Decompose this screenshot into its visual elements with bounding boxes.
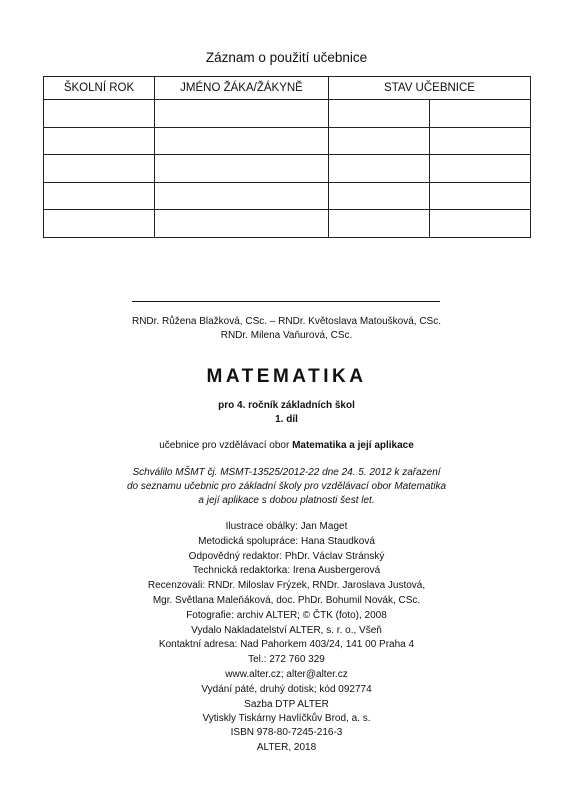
subject-prefix: učebnice pro vzdělávací obor: [159, 440, 293, 451]
approval-line: a její aplikace s dobou platnosti šest let.: [198, 495, 375, 506]
header-student-name: JMÉNO ŽÁKA/ŽÁKYNĚ: [155, 77, 329, 100]
subject-line: [0, 440, 573, 451]
credit-line: Vydalo Nakladatelství ALTER, s. r. o., Všeň: [191, 624, 382, 636]
approval-block: [0, 466, 573, 508]
credit-line: Fotografie: archiv ALTER; © ČTK (foto), 2008: [186, 609, 387, 621]
isbn-line: ISBN 978-80-7245-216-3: [230, 727, 343, 738]
table-cell: [329, 182, 430, 210]
approval-line: Schválilo MŠMT čj. MSMT-13525/2012-22 dne 24. 5. 2012 k zařazení: [132, 467, 441, 478]
table-cell: [44, 210, 155, 238]
author-line: RNDr. Milena Vaňurová, CSc.: [220, 330, 353, 341]
table-cell: [44, 100, 155, 128]
credit-line: Tel.: 272 760 329: [248, 654, 325, 666]
isbn-block: [0, 726, 573, 756]
usage-record-table: [43, 76, 531, 238]
credit-line: Odpovědný redaktor: PhDr. Václav Stránský: [188, 550, 385, 562]
credit-line: Recenzovali: RNDr. Miloslav Frýzek, RNDr. Jaroslava Justová,: [147, 580, 426, 592]
credit-line: Ilustrace obálky: Jan Maget: [225, 521, 348, 532]
book-title: MATEMATIKA: [206, 366, 367, 387]
table-row: [44, 210, 531, 238]
table-cell: [155, 182, 329, 210]
approval-line: do seznamu učebnic pro základní školy pro vzdělávací obor Matematika: [126, 481, 447, 492]
table-cell: [155, 210, 329, 238]
record-title: Záznam o použití učebnice: [205, 50, 368, 65]
table-row: [44, 127, 531, 155]
credit-line: Vytiskly Tiskárny Havlíčkův Brod, a. s.: [202, 713, 371, 725]
author-line: RNDr. Růžena Blažková, CSc. – RNDr. Květoslava Matoušková, CSc.: [131, 316, 441, 327]
table-cell: [155, 155, 329, 183]
table-cell: [329, 127, 430, 155]
credit-line: www.alter.cz; alter@alter.cz: [225, 668, 348, 680]
table-cell: [155, 127, 329, 155]
table-row: [44, 155, 531, 183]
credit-line: Technická redaktorka: Irena Ausbergerová: [192, 565, 381, 577]
table-cell: [430, 155, 531, 183]
table-cell: [44, 127, 155, 155]
credit-line: Metodická spolupráce: Hana Staudková: [198, 535, 375, 547]
table-cell: [44, 182, 155, 210]
subtitle-line: 1. díl: [275, 414, 298, 425]
subtitle-line: pro 4. ročník základních škol: [218, 400, 355, 411]
table-cell: [155, 100, 329, 128]
table-cell: [430, 210, 531, 238]
authors-block: [0, 315, 573, 343]
subject-name: Matematika a její aplikace: [292, 440, 414, 451]
table-row: [44, 182, 531, 210]
table-cell: [44, 155, 155, 183]
table-cell: [430, 100, 531, 128]
table-cell: [329, 100, 430, 128]
table-cell: [329, 210, 430, 238]
header-school-year: ŠKOLNÍ ROK: [44, 77, 155, 100]
table-row: [44, 100, 531, 128]
credit-line: Mgr. Světlana Maleňáková, doc. PhDr. Bohumil Novák, CSc.: [152, 594, 421, 606]
table-cell: [430, 182, 531, 210]
credit-line: Kontaktní adresa: Nad Pahorkem 403/24, 141 00 Praha 4: [158, 639, 415, 651]
table-cell: [329, 155, 430, 183]
credits-block: [0, 520, 573, 727]
credit-line: Sazba DTP ALTER: [244, 698, 329, 710]
credit-line: Vydání páté, druhý dotisk; kód 092774: [201, 683, 372, 695]
divider-rule: [132, 301, 440, 302]
table-header-row: [44, 77, 531, 100]
book-subtitle: [0, 399, 573, 427]
table-cell: [430, 127, 531, 155]
publisher-year-line: ALTER, 2018: [256, 741, 317, 753]
header-book-condition: STAV UČEBNICE: [329, 77, 531, 100]
